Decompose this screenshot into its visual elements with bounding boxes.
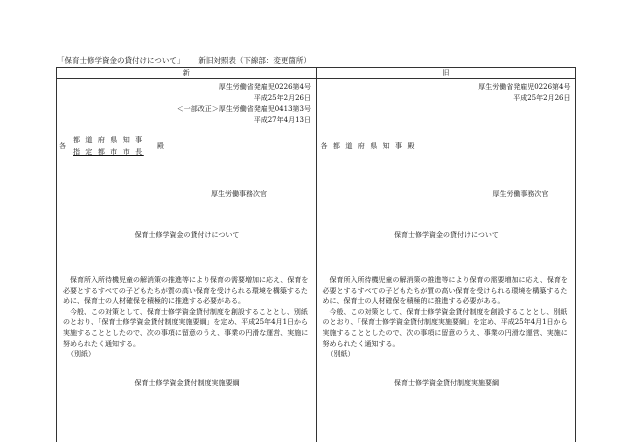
new-subject: 保育士修学資金の貸付けについて	[57, 230, 317, 240]
new-column	[57, 79, 317, 442]
new-addressee-line2: 指 定 都 市 市 長	[73, 147, 144, 157]
old-annex-label: （別紙）	[323, 349, 571, 360]
new-body-paragraph-2: 今般、この対策として、保育士修学資金貸付制度を創設することとし、別紙のとおり、「保育士修学資金貸付制度実施要綱」を定め、平成25年4月1日から実施することとしたので、次の事項に留意のうえ、事業の円滑な運営、実施に努められたく通知する。	[63, 307, 311, 349]
table-caption: 新旧対照表（下線部：変更箇所）	[198, 56, 311, 65]
new-body	[63, 275, 311, 360]
new-sender: 厚生労働事務次官	[211, 189, 267, 199]
new-ref-line-4: 平成27年4月13日	[254, 115, 311, 125]
new-annex-label: （別紙）	[63, 349, 311, 360]
old-annex-title: 保育士修学資金貸付制度実施要綱	[317, 378, 577, 388]
old-sender: 厚生労働事務次官	[493, 189, 549, 199]
new-addressee-suffix: 殿	[157, 141, 166, 151]
header-new: 新	[57, 68, 317, 79]
new-body-paragraph-1: 保育所入所待機児童の解消策の推進等により保育の需要増加に応え、保育を必要とするすべての子どもたちが質の高い保育を受けられる環境を構築するために、保育士の人材確保を積極的に推進する必要がある。	[63, 275, 311, 307]
new-addressee-prefix: 各	[59, 141, 68, 151]
old-subject: 保育士修学資金の貸付けについて	[317, 230, 577, 240]
new-addressee-line1: 都 道 府 県 知 事	[73, 135, 144, 145]
old-body	[323, 275, 571, 360]
new-ref-line-2: 平成25年2月26日	[254, 93, 311, 103]
doc-title: 「保育士修学資金の貸付けについて」	[57, 56, 184, 65]
old-addressee: 各 都 道 府 県 知 事 殿	[321, 141, 417, 151]
old-column	[316, 79, 576, 442]
old-ref-line-1: 厚生労働省発雇児0226第4号	[478, 82, 570, 92]
new-ref-line-1: 厚生労働省発雇児0226第4号	[219, 82, 311, 92]
new-ref-line-3: ＜一部改正＞厚生労働省発雇児0413第3号	[177, 104, 311, 114]
old-body-paragraph-2: 今般、この対策として、保育士修学資金貸付制度を創設することとし、別紙のとおり、「保育士修学資金貸付制度実施要綱」を定め、平成25年4月1日から実施することとしたので、次の事項に留意のうえ、事業の円滑な運営、実施に努められたく通知する。	[323, 307, 571, 349]
old-ref-line-2: 平成25年2月26日	[513, 93, 570, 103]
comparison-table	[56, 67, 576, 442]
document-header	[57, 55, 311, 66]
header-old: 旧	[316, 68, 576, 79]
old-body-paragraph-1: 保育所入所待機児童の解消策の推進等により保育の需要増加に応え、保育を必要とするすべての子どもたちが質の高い保育を受けられる環境を構築するために、保育士の人材確保を積極的に推進する必要がある。	[323, 275, 571, 307]
new-annex-title: 保育士修学資金貸付制度実施要綱	[57, 378, 317, 388]
